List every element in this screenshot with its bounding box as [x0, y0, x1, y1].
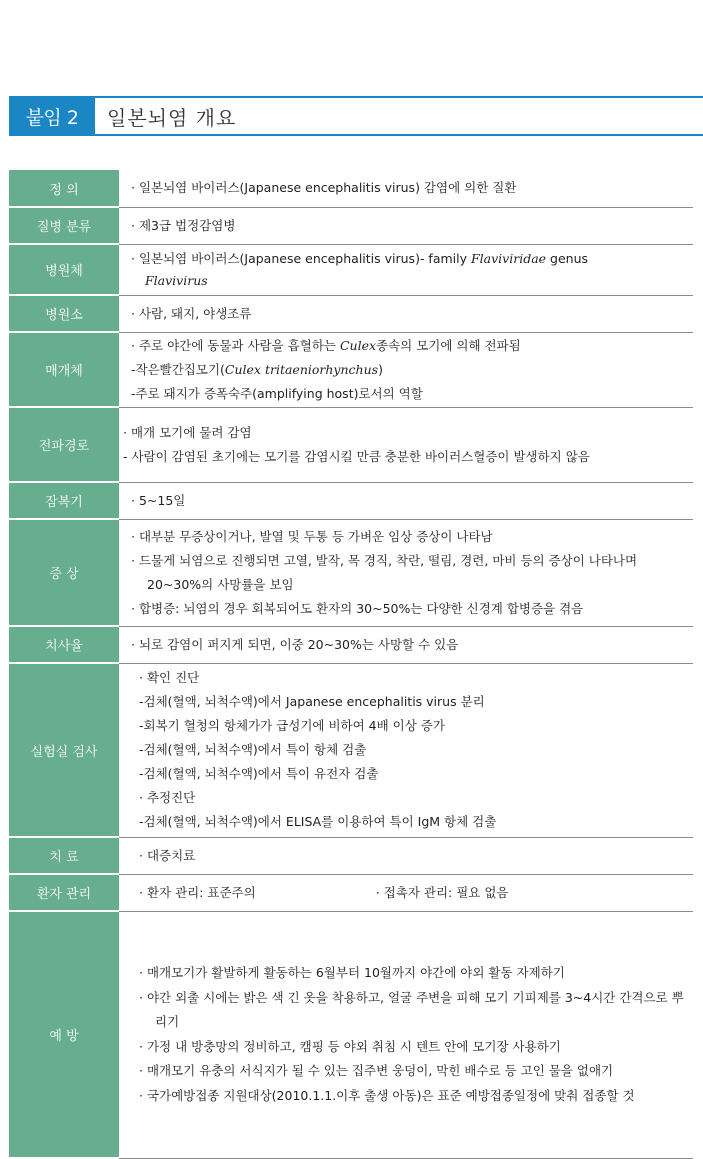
content-line: · 뇌로 감염이 퍼지게 되면, 이중 20~30%는 사망할 수 있음: [131, 636, 459, 652]
content-line: -주로 돼지가 증폭숙주(amplifying host)로서의 역할: [131, 385, 423, 401]
table-row: [9, 874, 693, 911]
row-label-fatality: 치사율: [9, 626, 119, 663]
row-content-prevention: [119, 911, 693, 1158]
content-line: · 야간 외출 시에는 밝은 색 긴 옷을 착용하고, 얼굴 주변을 피해 모기 기피제를 3~4시간 간격으로 뿌리기: [139, 989, 684, 1029]
content-line: · 매개모기가 활발하게 활동하는 6월부터 10월까지 야간에 야외 활동 자제하기: [139, 965, 565, 980]
content-line: · 국가예방접종 지원대상(2010.1.1.이후 출생 아동)은 표준 예방접종일정에 맞춰 접종할 것: [139, 1087, 635, 1103]
content-line: · 매개모기 유충의 서식지가 될 수 있는 집주변 웅덩이, 막힌 배수로 등 고인 물을 없애기: [139, 1063, 614, 1078]
row-content-symptoms: [119, 519, 693, 626]
row-content-treatment: [119, 837, 693, 874]
row-label-classification: 질병 분류: [9, 207, 119, 244]
genus-name: Flavivirus: [145, 272, 208, 288]
table-row: [9, 663, 693, 837]
row-label-symptoms: 증 상: [9, 519, 119, 626]
row-label-treatment: 치 료: [9, 837, 119, 874]
row-label-vector: 매개체: [9, 332, 119, 407]
row-content-lab: [119, 663, 693, 837]
content-line: · 사람, 돼지, 야생조류: [131, 305, 252, 321]
row-label-management: 환자 관리: [9, 874, 119, 911]
attachment-tag: 붙임 2: [9, 98, 95, 134]
row-content-reservoir: [119, 295, 693, 332]
content-line: -검체(혈액, 뇌척수액)에서 ELISA를 이용하여 특이 IgM 항체 검출: [139, 814, 497, 829]
content-line: -회복기 혈청의 항체가가 급성기에 비하여 4배 이상 증가: [139, 718, 445, 733]
content-line: [139, 881, 689, 905]
row-content-vector: [119, 332, 693, 407]
culex-genus: Culex: [339, 337, 377, 353]
row-content-definition: [119, 170, 693, 207]
content-line: [131, 248, 689, 270]
row-label-lab: 실험실 검사: [9, 663, 119, 837]
content-line: [131, 334, 689, 358]
content-line: · 대증치료: [139, 847, 196, 863]
culex-species: Culex tritaeniorhynchus: [224, 361, 379, 377]
table-row: [9, 170, 693, 207]
content-line: · 제3급 법정감염병: [131, 217, 236, 233]
content-line: · 확인 진단: [139, 670, 200, 685]
vector-text: · 주로 야간에 동물과 사람을 흡혈하는: [131, 337, 340, 353]
row-label-definition: 정 의: [9, 170, 119, 207]
content-line: · 드물게 뇌염으로 진행되면 고열, 발작, 목 경직, 착란, 떨림, 경련, 마비 등의 증상이 나타나며 20~30%의 사망률을 보임: [131, 552, 638, 592]
row-label-prevention: 예 방: [9, 911, 119, 1158]
content-line: [131, 358, 689, 382]
vector-text: -작은빨간집모기(: [131, 361, 225, 377]
table-row: [9, 911, 693, 1158]
content-line: · 추정진단: [139, 790, 196, 805]
row-content-incubation: [119, 482, 693, 519]
row-content-management: [119, 874, 693, 911]
section-header: [9, 96, 703, 136]
table-row: [9, 626, 693, 663]
table-row: [9, 407, 693, 482]
content-line: · 매개 모기에 물려 감염: [123, 424, 252, 440]
vector-text: 종속의 모기에 의해 전파됨: [376, 337, 521, 353]
contact-management: · 접촉자 관리: 필요 없음: [375, 884, 509, 900]
content-line: -검체(혈액, 뇌척수액)에서 특이 유전자 검출: [139, 766, 379, 781]
vector-text: ): [378, 361, 383, 377]
content-line: · 가정 내 방충망의 정비하고, 캠핑 등 야외 취침 시 텐트 안에 모기장 사용하기: [139, 1038, 561, 1054]
page-title: 일본뇌염 개요: [107, 105, 237, 130]
content-line: -검체(혈액, 뇌척수액)에서 특이 항체 검출: [139, 742, 367, 757]
table-row: [9, 207, 693, 244]
family-name: Flaviviridae: [470, 250, 547, 266]
row-label-pathogen: 병원체: [9, 244, 119, 295]
row-label-reservoir: 병원소: [9, 295, 119, 332]
content-line: · 합병증: 뇌염의 경우 회복되어도 환자의 30~50%는 다양한 신경계 합병증을 겪음: [131, 600, 584, 616]
overview-table: [9, 170, 693, 1159]
row-label-incubation: 잠복기: [9, 482, 119, 519]
table-row: [9, 837, 693, 874]
row-content-pathogen: [119, 244, 693, 295]
table-row: [9, 482, 693, 519]
table-row: [9, 519, 693, 626]
content-line: - 사람이 감염된 초기에는 모기를 감염시킬 만큼 충분한 바이러스혈증이 발생하지 않음: [123, 448, 590, 464]
table-row: [9, 295, 693, 332]
content-line: · 대부분 무증상이거나, 발열 및 두통 등 가벼운 임상 증상이 나타남: [131, 528, 493, 544]
content-line: · 일본뇌염 바이러스(Japanese encephalitis virus) 감염에 의한 질환: [131, 180, 517, 196]
patient-management: · 환자 관리: 표준주의: [139, 884, 256, 900]
row-label-transmission: 전파경로: [9, 407, 119, 482]
pathogen-mid: genus: [546, 250, 589, 266]
table-row: [9, 244, 693, 295]
pathogen-prefix: · 일본뇌염 바이러스(Japanese encephalitis virus)- family: [131, 250, 471, 266]
row-content-fatality: [119, 626, 693, 663]
content-line: -검체(혈액, 뇌척수액)에서 Japanese encephalitis virus 분리: [139, 694, 485, 709]
table-row: [9, 332, 693, 407]
content-line: · 5~15일: [131, 492, 186, 508]
row-content-classification: [119, 207, 693, 244]
row-content-transmission: [119, 407, 693, 482]
